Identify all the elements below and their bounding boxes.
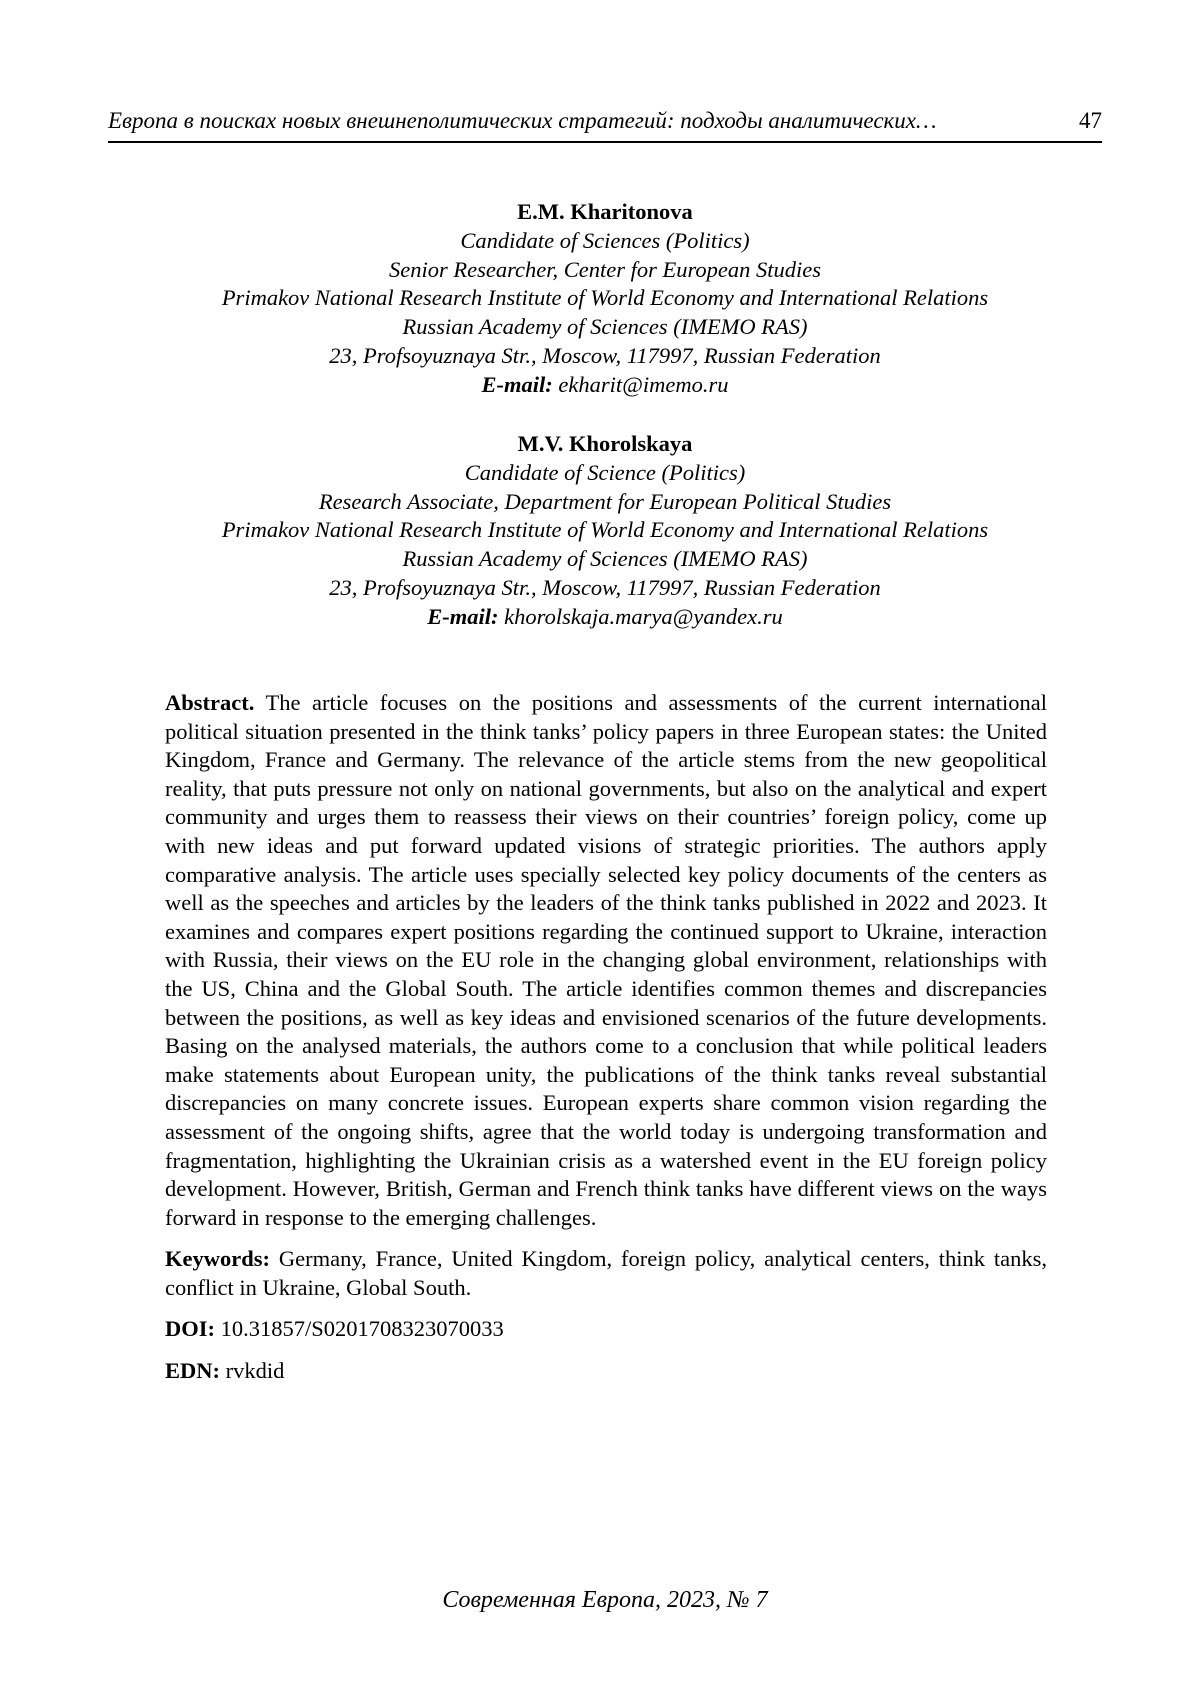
author-name: E.M. Kharitonova: [517, 199, 693, 224]
email-label: E-mail:: [427, 603, 499, 629]
author-academy: Russian Academy of Sciences (IMEMO RAS): [402, 314, 808, 340]
author-degree: Candidate of Science (Politics): [464, 459, 746, 485]
author-email[interactable]: ekharit@imemo.ru: [558, 371, 729, 397]
author-position: Research Associate, Department for European Political Studies: [318, 488, 892, 514]
author-block-1: [108, 198, 1102, 400]
running-header: [108, 105, 1102, 143]
author-academy: Russian Academy of Sciences (IMEMO RAS): [402, 546, 808, 572]
author-email[interactable]: khorolskaja.marya@yandex.ru: [504, 603, 783, 629]
abstract-paragraph: [165, 689, 1047, 1232]
author-address: 23, Profsoyuznaya Str., Moscow, 117997, Russian Federation: [329, 574, 881, 600]
keywords-label: Keywords:: [165, 1246, 270, 1272]
author-position: Senior Researcher, Center for European Studies: [388, 256, 821, 282]
edn-paragraph: [165, 1357, 1047, 1386]
author-degree: Candidate of Sciences (Politics): [460, 227, 750, 253]
author-address: 23, Profsoyuznaya Str., Moscow, 117997, Russian Federation: [329, 342, 881, 368]
keywords-text: Germany, France, United Kingdom, foreign policy, analytical centers, think tanks, conflict in Ukraine, Global South.: [165, 1246, 1047, 1300]
email-label: E-mail:: [481, 371, 553, 397]
running-title: Европа в поисках новых внешнеполитических стратегий: подходы аналитических…: [108, 108, 937, 133]
author-block-2: [108, 430, 1102, 632]
author-institute: Primakov National Research Institute of World Economy and International Relations: [221, 285, 989, 311]
abstract-label: Abstract.: [165, 690, 255, 715]
author-email-line: [108, 371, 1102, 400]
keywords-paragraph: [165, 1245, 1047, 1302]
doi-label: DOI:: [165, 1316, 215, 1342]
page-number: 47: [1079, 108, 1102, 133]
edn-label: EDN:: [165, 1358, 220, 1384]
author-institute: Primakov National Research Institute of World Economy and International Relations: [221, 517, 989, 543]
abstract-text: The article focuses on the positions and assessments of the current international political situation presented in the think tanks’ policy papers in three European states: the United Kingdom, France and Germany. The relevance of the article stems from the new geopolitical reality, that puts pressure not only on national governments, but also on the analytical and expert community and urges them to reassess their views on their countries’ foreign policy, come up with new ideas and put forward updated visions of strategic priorities. The authors apply comparative analysis. The article uses specially selected key policy documents of the centers as well as the speeches and articles by the leaders of the think tanks published in 2022 and 2023. It examines and compares expert positions regarding the continued support to Ukraine, interaction with Russia, their views on the EU role in the changing global environment, relationships with the US, China and the Global South. The article identifies common themes and discrepancies between the positions, as well as key ideas and envisioned scenarios of the future developments. Basing on the analysed materials, the authors come to a conclusion that while political leaders make statements about European unity, the publications of the think tanks reveal substantial discrepancies on many concrete issues. European experts share common vision regarding the assessment of the ongoing shifts, agree that the world today is undergoing transformation and fragmentation, highlighting the Ukrainian crisis as a watershed event in the EU foreign policy development. However, British, German and French think tanks have different views on the ways forward in response to the emerging challenges.: [165, 690, 1048, 1230]
doi-paragraph: [165, 1315, 1047, 1344]
author-name: M.V. Khorolskaya: [517, 431, 693, 456]
doi-value[interactable]: 10.31857/S0201708323070033: [220, 1316, 504, 1342]
journal-footer: Современная Европа, 2023, № 7: [442, 1587, 768, 1613]
abstract-section: [165, 689, 1047, 1386]
author-email-line: [108, 603, 1102, 632]
edn-value: rvkdid: [225, 1358, 285, 1384]
